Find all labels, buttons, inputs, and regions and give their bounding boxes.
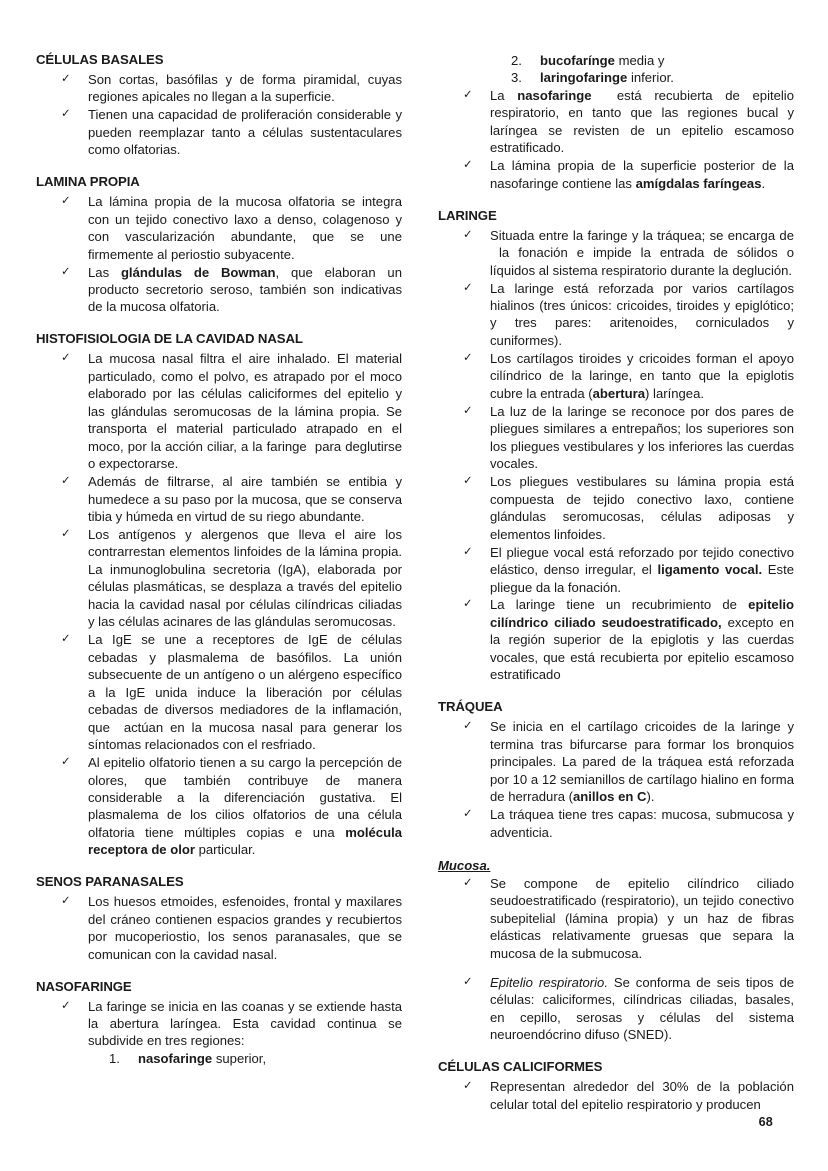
list-item-text: nasofaringe superior, — [138, 1051, 267, 1067]
list-item — [438, 473, 794, 543]
list-item — [438, 544, 794, 596]
check-icon: ✓ — [463, 351, 473, 364]
list-item-text: La laringe tiene un recubrimiento de epitelio cilíndrico ciliado seudoestratificado, excepto en la región superior de la epiglotis y las cuerdas vocales, que está recubierta por epitelio escamoso estratificado — [490, 597, 794, 683]
list-item-text: La lámina propia de la mucosa olfatoria se integra con un tejido conectivo laxo a denso, colagenoso y con vascularización abundante, que se une firmemente al periostio subyacente. — [88, 194, 402, 262]
check-icon: ✓ — [463, 975, 473, 988]
list-item-text: La nasofaringe está recubierta de epitelio respiratorio, en tanto que las regiones bucal y laríngea se revisten de un epitelio escamoso estratificado. — [490, 87, 794, 156]
list-item — [438, 806, 794, 841]
check-icon: ✓ — [463, 88, 473, 101]
check-icon: ✓ — [463, 1080, 473, 1093]
section-spacer — [36, 316, 402, 331]
heading-laringe: LARINGE — [438, 207, 497, 223]
paragraph-spacer — [438, 963, 794, 974]
list-item-text: Son cortas, basófilas y de forma piramidal, cuyas regiones apicales no llegan a la superficie. — [88, 71, 402, 105]
list-senos-paranasales — [36, 893, 402, 963]
check-icon: ✓ — [61, 475, 71, 488]
list-item-text: Además de filtrarse, al aire también se entibia y humedece a su paso por la mucosa, que se conserva tibia y húmeda en virtud de su riego abundante. — [88, 474, 402, 525]
list-nasofaringe-continued — [438, 87, 794, 192]
check-icon: ✓ — [61, 527, 71, 540]
list-item-text: La laringe está reforzada por varios cartílagos hialinos (tres únicos: cricoides, tiroides y epiglótico; y tres pares: aritenoides, corniculados y cuniformes). — [490, 280, 794, 348]
list-item-text: Los antígenos y alergenos que lleva el aire los contrarrestan elementos linfoides de la lámina propia. La inmunoglobulina secretoria (IgA), elaborada por células plasmáticas, se desplaza a través del epitelio hacia la cavidad nasal por células cilíndricas ciliadas y las células acinares de las glándulas seromucosas. — [88, 526, 402, 630]
check-icon: ✓ — [463, 404, 473, 417]
list-item-text: Situada entre la faringe y la tráquea; se encarga de la fonación e impide la entrada de sólidos o líquidos al sistema respiratorio durante la deglución. — [490, 227, 794, 278]
list-nasofaringe — [36, 998, 402, 1050]
list-epitelio-respiratorio — [438, 974, 794, 1044]
list-item-text: La luz de la laringe se reconoce por dos pares de pliegues similares a entrepaños; los superiores son los pliegues vestibulares y los inferiores las cuerdas vocales. — [490, 403, 794, 472]
list-item-text: Representan alrededor del 30% de la población celular total del epitelio respiratorio y producen — [490, 1079, 794, 1112]
check-icon: ✓ — [463, 598, 473, 611]
heading-celulas-caliciformes: CÉLULAS CALICIFORMES — [438, 1059, 603, 1075]
list-item — [36, 264, 402, 316]
section-spacer — [438, 1044, 794, 1059]
list-item — [36, 754, 402, 859]
list-item — [438, 350, 794, 402]
heading-lamina-propia: LAMINA PROPIA — [36, 174, 140, 190]
check-icon: ✓ — [61, 108, 71, 121]
list-item — [438, 87, 794, 157]
two-column-layout — [36, 52, 795, 1114]
list-item — [36, 893, 402, 963]
section-spacer — [438, 193, 794, 208]
page-number: 68 — [758, 1115, 773, 1129]
heading-histofisiologia: HISTOFISIOLOGIA DE LA CAVIDAD NASAL — [36, 331, 303, 347]
list-item-text: Tienen una capacidad de proliferación considerable y pueden reemplazar tanto a células sustentaculares como olfatorias. — [88, 107, 402, 158]
numbered-list-regiones-continued — [438, 52, 794, 87]
list-item-text: La IgE se une a receptores de IgE de células cebadas y plasmalema de basófilos. La unión subsecuente de un antígeno o un alérgeno específico a la IgE unida induce la liberación por células cebadas de diversos mediadores de la inflamación, que actúan en la mucosa nasal para generar los síntomas relacionados con el resfriado. — [88, 632, 402, 753]
list-item-text: La tráquea tiene tres capas: mucosa, submucosa y adventicia. — [490, 807, 794, 840]
list-item — [438, 974, 794, 1044]
list-item-text: La faringe se inicia en las coanas y se extiende hasta la abertura laríngea. Esta cavidad continua se subdivide en tres regiones: — [88, 998, 402, 1049]
list-item-text: Se compone de epitelio cilíndrico ciliado seudoestratificado (respiratorio), un tejido conectivo subepitelial (lámina propia) y un haz de fibras elásticas relativamente gruesas que separa la mucosa de la submucosa. — [490, 875, 794, 961]
list-item-text: bucofarínge media y — [540, 53, 665, 68]
list-item — [438, 875, 794, 962]
check-icon: ✓ — [463, 545, 473, 558]
list-item — [36, 473, 402, 525]
list-item — [438, 69, 794, 86]
list-item-text: Los cartílagos tiroides y cricoides forman el apoyo cilíndrico de la laringe, en tanto que la epiglotis cubre la entrada (abertura) laríngea. — [490, 350, 794, 401]
check-icon: ✓ — [61, 756, 71, 769]
list-item-text: Epitelio respiratorio. Se conforma de seis tipos de células: caliciformes, cilíndricas ciliadas, basales, en cepillo, serosas y células del sistema neuroendócrino difuso (SNED). — [490, 974, 795, 1043]
check-icon: ✓ — [463, 281, 473, 294]
list-item — [36, 631, 402, 753]
check-icon: ✓ — [61, 352, 71, 365]
list-item — [438, 1078, 794, 1113]
numbered-list-regiones — [36, 1050, 402, 1067]
check-icon: ✓ — [61, 633, 71, 646]
list-number: 1. — [109, 1051, 120, 1067]
list-item — [438, 403, 794, 473]
list-item-text: Los huesos etmoides, esfenoides, frontal y maxilares del cráneo contienen espacios grandes y recubiertos por mucoperiostio, los senos paranasales, que se comunican con la cavidad nasal. — [88, 894, 402, 962]
check-icon: ✓ — [61, 72, 71, 85]
check-icon: ✓ — [463, 876, 473, 889]
list-mucosa — [438, 875, 794, 962]
list-number: 2. — [511, 53, 522, 68]
list-item — [36, 998, 402, 1050]
list-lamina-propia — [36, 193, 402, 316]
list-item — [438, 52, 794, 69]
list-item — [438, 157, 794, 192]
list-item — [36, 350, 402, 472]
heading-mucosa: Mucosa. — [438, 857, 491, 873]
list-item — [36, 1050, 402, 1067]
check-icon: ✓ — [61, 895, 71, 908]
check-icon: ✓ — [463, 228, 473, 241]
section-spacer — [36, 964, 402, 979]
section-spacer — [438, 842, 794, 857]
list-item — [438, 596, 794, 683]
heading-traquea: TRÁQUEA — [438, 699, 503, 715]
check-icon: ✓ — [463, 159, 473, 172]
heading-celulas-basales: CÉLULAS BASALES — [36, 52, 164, 67]
list-histofisiologia — [36, 350, 402, 859]
list-traquea — [438, 718, 794, 841]
list-item — [36, 193, 402, 263]
list-item-text: laringofaringe inferior. — [540, 70, 674, 86]
list-item — [36, 526, 402, 631]
check-icon: ✓ — [61, 195, 71, 208]
section-spacer — [36, 859, 402, 874]
left-column — [36, 52, 402, 1068]
list-celulas-basales — [36, 71, 402, 159]
right-column — [438, 52, 794, 1114]
list-item-text: Los pliegues vestibulares su lámina propia está compuesta de tejido conectivo laxo, contiene glándulas seromucosas, células adiposas y elementos linfoides. — [490, 474, 794, 542]
list-item — [438, 227, 794, 279]
list-item-text: La lámina propia de la superficie posterior de la nasofaringe contiene las amígdalas faríngeas. — [490, 158, 794, 191]
heading-senos-paranasales: SENOS PARANASALES — [36, 874, 184, 890]
section-spacer — [438, 684, 794, 699]
check-icon: ✓ — [463, 808, 473, 821]
list-item — [36, 71, 402, 106]
check-icon: ✓ — [61, 265, 71, 278]
check-icon: ✓ — [463, 720, 473, 733]
section-spacer — [36, 159, 402, 174]
list-celulas-caliciformes — [438, 1078, 794, 1113]
list-item — [438, 718, 794, 805]
list-item-text: Al epitelio olfatorio tienen a su cargo la percepción de olores, que también contribuye de manera considerable a la diferenciación gustativa. El plasmalema de los cilios olfatorios de una célula olfatoria tiene múltiples copias e una molécula receptora de olor particular. — [88, 755, 402, 858]
list-item-text: Las glándulas de Bowman, que elaboran un producto secretorio seroso, también son indicativas de la mucosa olfatoria. — [88, 264, 402, 315]
list-laringe — [438, 227, 794, 684]
list-item — [438, 280, 794, 350]
check-icon: ✓ — [463, 475, 473, 488]
heading-nasofaringe: NASOFARINGE — [36, 978, 132, 994]
list-item-text: La mucosa nasal filtra el aire inhalado. El material particulado, como el polvo, es atrapado por el moco elaborado por las células caliciformes del epitelio y las glándulas seromucosas de la lámina propia. Se transporta el material particulado atrapado en el moco, por la acción ciliar, a la faringe para deglutirse o expectorarse. — [88, 351, 402, 472]
list-item-text: Se inicia en el cartílago cricoides de la laringe y termina tras bifurcarse para formar los bronquios principales. La pared de la tráquea está reforzada por 10 a 12 semianillos de cartílago hialino en forma de herradura (anillos en C). — [490, 719, 794, 805]
list-item — [36, 106, 402, 158]
list-item-text: El pliegue vocal está reforzado por tejido conectivo elástico, denso irregular, el ligamento vocal. Este pliegue da la fonación. — [490, 544, 794, 595]
check-icon: ✓ — [61, 999, 71, 1012]
list-number: 3. — [511, 70, 522, 86]
